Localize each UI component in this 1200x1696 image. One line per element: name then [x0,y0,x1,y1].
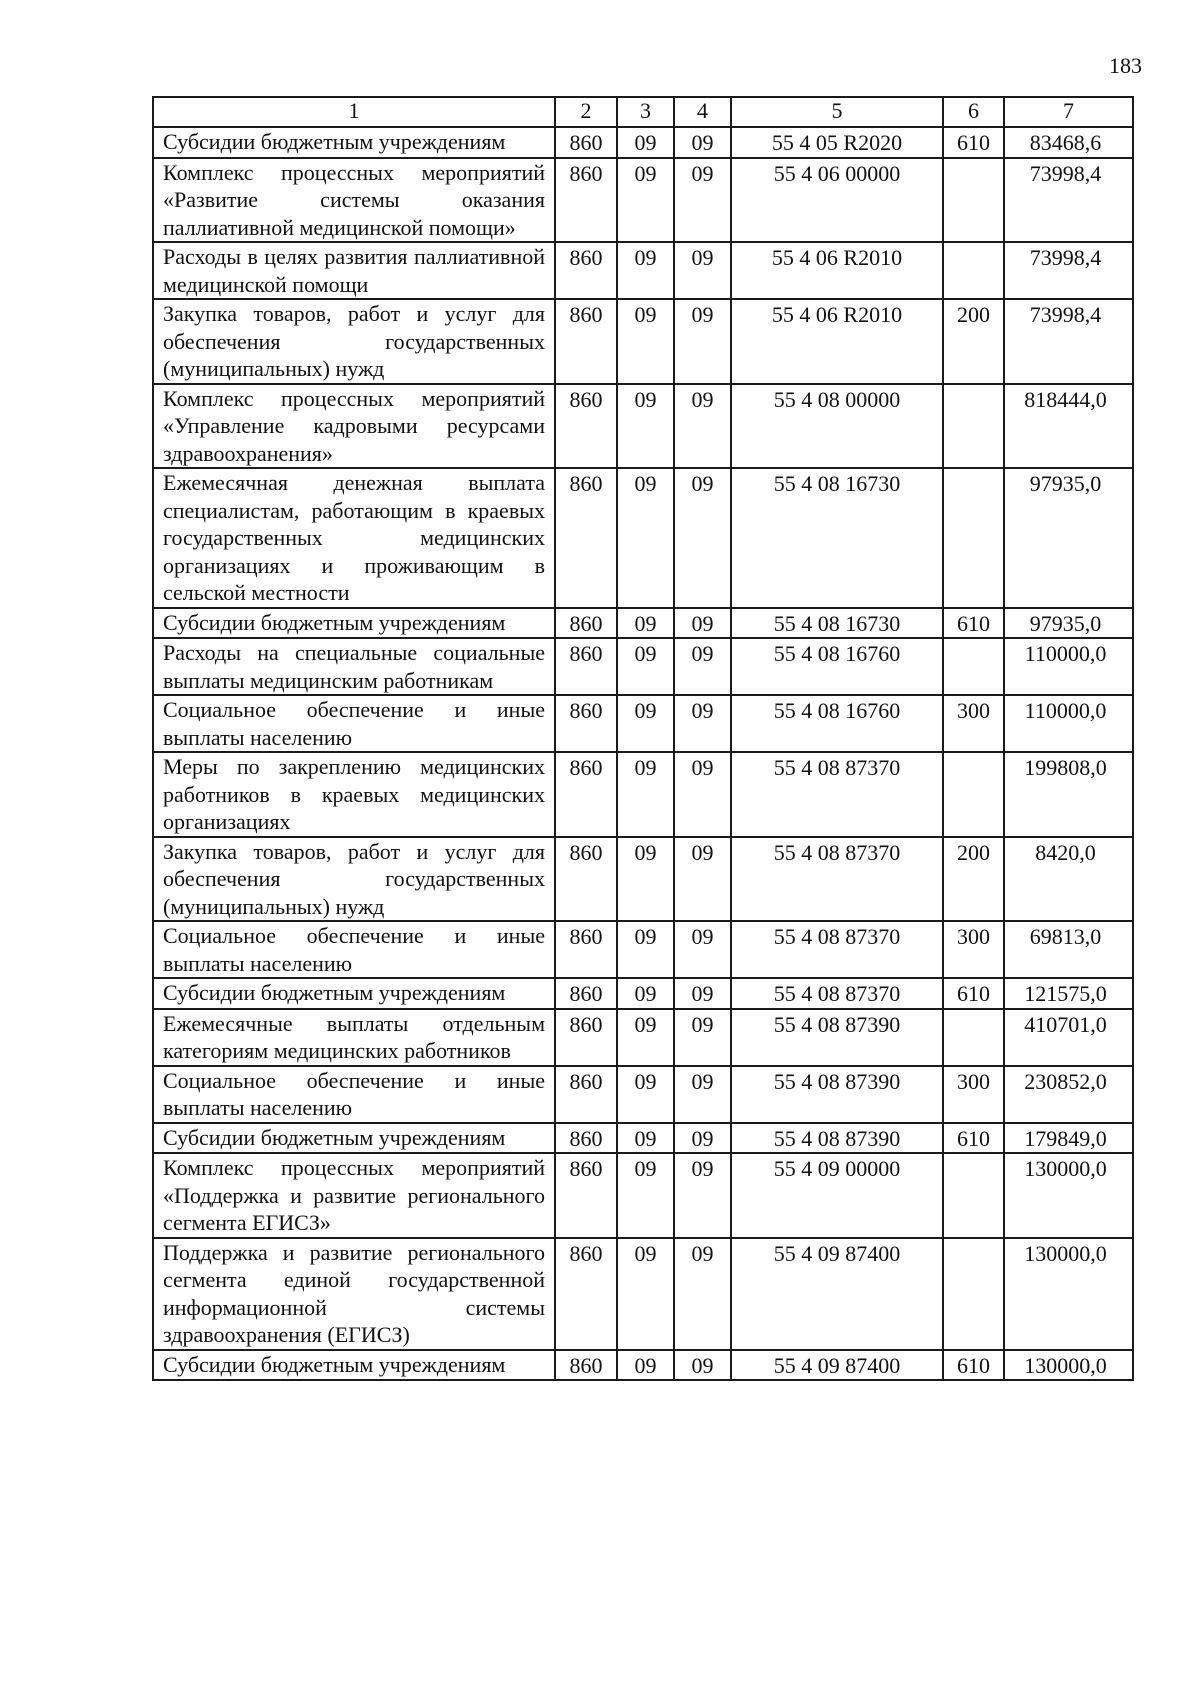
row-section-cell: 09 [617,837,674,922]
row-grbs-cell: 860 [555,752,617,837]
row-target-article-cell: 55 4 08 00000 [731,384,943,469]
row-grbs-cell: 860 [555,608,617,639]
budget-table [152,96,1134,1381]
row-grbs-cell: 860 [555,695,617,752]
row-amount-cell: 130000,0 [1004,1153,1133,1238]
row-name-cell: Расходы на специальные социальные выплаты медицинским работникам [153,638,555,695]
row-section-cell: 09 [617,921,674,978]
row-section-cell: 09 [617,468,674,608]
row-target-article-cell: 55 4 05 R2020 [731,127,943,158]
table-row [153,1009,1133,1066]
row-expense-type-cell: 300 [943,1066,1004,1123]
row-subsection-cell: 09 [674,384,731,469]
row-name-cell: Расходы в целях развития паллиативной медицинской помощи [153,242,555,299]
row-target-article-cell: 55 4 08 87390 [731,1123,943,1154]
column-header-6: 6 [943,97,1004,127]
row-name-cell: Комплекс процессных мероприятий «Развитие системы оказания паллиативной медицинской помощи» [153,158,555,243]
row-expense-type-cell [943,752,1004,837]
row-amount-cell: 97935,0 [1004,608,1133,639]
row-target-article-cell: 55 4 06 R2010 [731,299,943,384]
row-section-cell: 09 [617,242,674,299]
table-row [153,638,1133,695]
row-expense-type-cell: 610 [943,978,1004,1009]
row-section-cell: 09 [617,608,674,639]
row-grbs-cell: 860 [555,978,617,1009]
row-name-cell: Социальное обеспечение и иные выплаты населению [153,1066,555,1123]
row-section-cell: 09 [617,127,674,158]
column-header-7: 7 [1004,97,1133,127]
row-name-cell: Поддержка и развитие регионального сегмента единой государственной информационной системы здравоохранения (ЕГИСЗ) [153,1238,555,1350]
row-expense-type-cell [943,158,1004,243]
row-target-article-cell: 55 4 09 87400 [731,1350,943,1381]
row-expense-type-cell: 610 [943,127,1004,158]
row-grbs-cell: 860 [555,158,617,243]
row-target-article-cell: 55 4 08 16760 [731,695,943,752]
row-target-article-cell: 55 4 08 87370 [731,978,943,1009]
row-section-cell: 09 [617,299,674,384]
row-subsection-cell: 09 [674,1238,731,1350]
row-grbs-cell: 860 [555,638,617,695]
table-row [153,242,1133,299]
table-row [153,978,1133,1009]
row-name-cell: Ежемесячная денежная выплата специалистам, работающим в краевых государственных медицинских организациях и проживающим в сельской местности [153,468,555,608]
row-name-cell: Социальное обеспечение и иные выплаты населению [153,921,555,978]
row-name-cell: Закупка товаров, работ и услуг для обеспечения государственных (муниципальных) нужд [153,299,555,384]
table-row [153,921,1133,978]
row-expense-type-cell: 300 [943,695,1004,752]
table-row [153,127,1133,158]
row-amount-cell: 410701,0 [1004,1009,1133,1066]
row-section-cell: 09 [617,1238,674,1350]
row-name-cell: Меры по закреплению медицинских работников в краевых медицинских организациях [153,752,555,837]
row-expense-type-cell [943,638,1004,695]
row-amount-cell: 110000,0 [1004,695,1133,752]
row-expense-type-cell: 610 [943,608,1004,639]
row-section-cell: 09 [617,695,674,752]
row-subsection-cell: 09 [674,127,731,158]
row-grbs-cell: 860 [555,921,617,978]
row-amount-cell: 73998,4 [1004,299,1133,384]
row-name-cell: Ежемесячные выплаты отдельным категориям медицинских работников [153,1009,555,1066]
row-subsection-cell: 09 [674,608,731,639]
table-row [153,1238,1133,1350]
row-subsection-cell: 09 [674,695,731,752]
row-subsection-cell: 09 [674,1009,731,1066]
row-target-article-cell: 55 4 08 87390 [731,1066,943,1123]
column-header-1: 1 [153,97,555,127]
row-target-article-cell: 55 4 06 00000 [731,158,943,243]
row-subsection-cell: 09 [674,837,731,922]
row-name-cell: Комплекс процессных мероприятий «Управление кадровыми ресурсами здравоохранения» [153,384,555,469]
row-expense-type-cell: 300 [943,921,1004,978]
row-amount-cell: 83468,6 [1004,127,1133,158]
row-target-article-cell: 55 4 09 87400 [731,1238,943,1350]
row-amount-cell: 130000,0 [1004,1238,1133,1350]
row-grbs-cell: 860 [555,1153,617,1238]
row-target-article-cell: 55 4 08 87370 [731,921,943,978]
table-row [153,1123,1133,1154]
row-section-cell: 09 [617,638,674,695]
row-target-article-cell: 55 4 06 R2010 [731,242,943,299]
table-row [153,299,1133,384]
column-header-3: 3 [617,97,674,127]
row-grbs-cell: 860 [555,1066,617,1123]
row-amount-cell: 110000,0 [1004,638,1133,695]
row-section-cell: 09 [617,1123,674,1154]
row-name-cell: Закупка товаров, работ и услуг для обеспечения государственных (муниципальных) нужд [153,837,555,922]
row-subsection-cell: 09 [674,468,731,608]
table-row [153,384,1133,469]
row-target-article-cell: 55 4 08 87390 [731,1009,943,1066]
row-subsection-cell: 09 [674,1350,731,1381]
header-row [153,97,1133,127]
row-expense-type-cell [943,468,1004,608]
row-name-cell: Субсидии бюджетным учреждениям [153,608,555,639]
row-name-cell: Субсидии бюджетным учреждениям [153,1123,555,1154]
table-row [153,608,1133,639]
row-expense-type-cell: 610 [943,1350,1004,1381]
row-expense-type-cell: 610 [943,1123,1004,1154]
row-grbs-cell: 860 [555,242,617,299]
row-amount-cell: 121575,0 [1004,978,1133,1009]
column-header-4: 4 [674,97,731,127]
table-row [153,158,1133,243]
row-section-cell: 09 [617,752,674,837]
row-subsection-cell: 09 [674,1123,731,1154]
row-section-cell: 09 [617,978,674,1009]
row-name-cell: Комплекс процессных мероприятий «Поддержка и развитие регионального сегмента ЕГИСЗ» [153,1153,555,1238]
table-row [153,1066,1133,1123]
column-header-2: 2 [555,97,617,127]
row-expense-type-cell: 200 [943,837,1004,922]
row-amount-cell: 69813,0 [1004,921,1133,978]
row-subsection-cell: 09 [674,921,731,978]
row-amount-cell: 97935,0 [1004,468,1133,608]
row-subsection-cell: 09 [674,1153,731,1238]
row-expense-type-cell [943,1009,1004,1066]
row-amount-cell: 230852,0 [1004,1066,1133,1123]
row-grbs-cell: 860 [555,384,617,469]
row-grbs-cell: 860 [555,837,617,922]
row-section-cell: 09 [617,158,674,243]
row-grbs-cell: 860 [555,1238,617,1350]
row-grbs-cell: 860 [555,1123,617,1154]
row-grbs-cell: 860 [555,1350,617,1381]
row-expense-type-cell [943,1153,1004,1238]
row-subsection-cell: 09 [674,299,731,384]
row-grbs-cell: 860 [555,127,617,158]
row-amount-cell: 8420,0 [1004,837,1133,922]
table-row [153,837,1133,922]
row-target-article-cell: 55 4 08 16760 [731,638,943,695]
table-body [153,127,1133,1380]
row-expense-type-cell: 200 [943,299,1004,384]
row-amount-cell: 179849,0 [1004,1123,1133,1154]
row-grbs-cell: 860 [555,299,617,384]
table-row [153,1153,1133,1238]
row-section-cell: 09 [617,1066,674,1123]
row-amount-cell: 130000,0 [1004,1350,1133,1381]
row-section-cell: 09 [617,1009,674,1066]
row-subsection-cell: 09 [674,242,731,299]
row-target-article-cell: 55 4 09 00000 [731,1153,943,1238]
table-row [153,1350,1133,1381]
row-subsection-cell: 09 [674,638,731,695]
row-target-article-cell: 55 4 08 87370 [731,752,943,837]
row-name-cell: Субсидии бюджетным учреждениям [153,1350,555,1381]
row-amount-cell: 73998,4 [1004,158,1133,243]
row-subsection-cell: 09 [674,1066,731,1123]
budget-table-container [152,96,1132,1381]
row-subsection-cell: 09 [674,158,731,243]
row-expense-type-cell [943,1238,1004,1350]
row-section-cell: 09 [617,384,674,469]
row-target-article-cell: 55 4 08 16730 [731,468,943,608]
row-name-cell: Субсидии бюджетным учреждениям [153,978,555,1009]
row-section-cell: 09 [617,1350,674,1381]
table-row [153,468,1133,608]
row-grbs-cell: 860 [555,1009,617,1066]
row-subsection-cell: 09 [674,752,731,837]
row-name-cell: Субсидии бюджетным учреждениям [153,127,555,158]
row-target-article-cell: 55 4 08 16730 [731,608,943,639]
row-grbs-cell: 860 [555,468,617,608]
row-name-cell: Социальное обеспечение и иные выплаты населению [153,695,555,752]
page-number: 183 [1109,53,1142,78]
row-subsection-cell: 09 [674,978,731,1009]
table-row [153,752,1133,837]
row-target-article-cell: 55 4 08 87370 [731,837,943,922]
row-amount-cell: 73998,4 [1004,242,1133,299]
row-section-cell: 09 [617,1153,674,1238]
column-header-5: 5 [731,97,943,127]
row-amount-cell: 199808,0 [1004,752,1133,837]
row-expense-type-cell [943,384,1004,469]
table-header [153,97,1133,127]
table-row [153,695,1133,752]
row-expense-type-cell [943,242,1004,299]
row-amount-cell: 818444,0 [1004,384,1133,469]
